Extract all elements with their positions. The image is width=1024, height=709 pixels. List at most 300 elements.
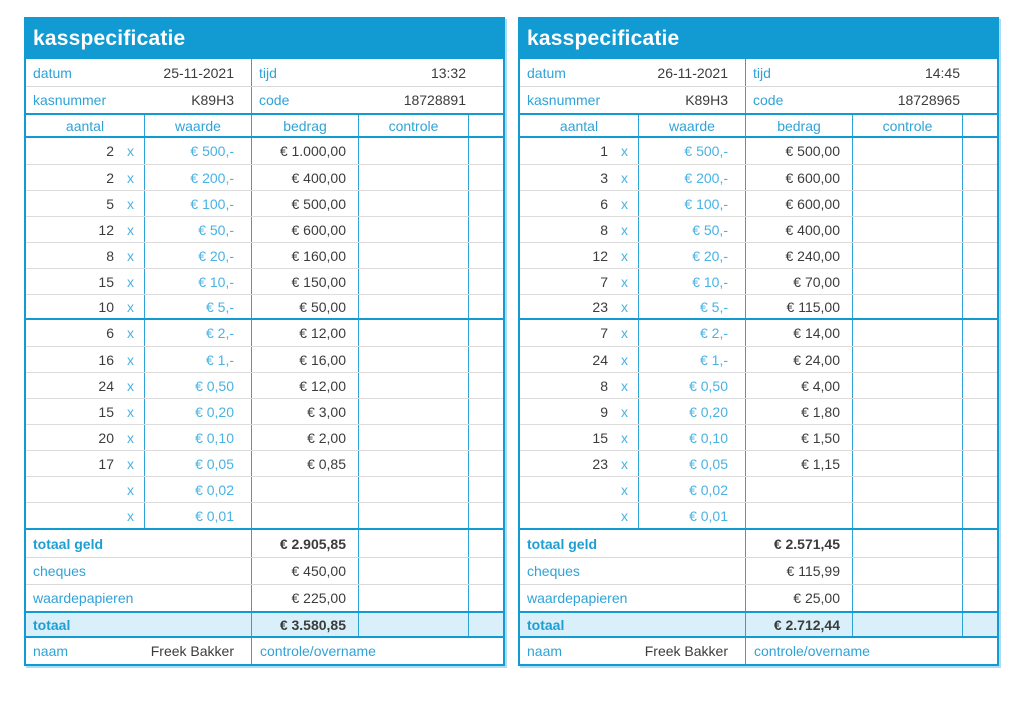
waardepapieren-row xyxy=(26,584,503,611)
waarde-value: € 500,- xyxy=(145,138,252,164)
extra-cell xyxy=(963,347,997,372)
naam-row xyxy=(520,638,997,664)
bedrag-value: € 150,00 xyxy=(252,269,359,294)
aantal-cell xyxy=(26,191,145,216)
waarde-value: € 0,10 xyxy=(639,425,746,450)
denomination-row xyxy=(520,372,997,398)
x-mark: x xyxy=(621,481,628,498)
aantal-value: 12 xyxy=(98,221,114,238)
aantal-cell xyxy=(26,165,145,190)
controle-cell xyxy=(853,425,963,450)
code-label: code xyxy=(753,92,784,108)
cheques-value: € 115,99 xyxy=(746,558,853,584)
waarde-value: € 0,01 xyxy=(145,503,252,528)
column-header-row xyxy=(26,113,503,138)
waardepapieren-controle-cell xyxy=(853,585,963,611)
extra-cell xyxy=(469,165,503,190)
aantal-cell xyxy=(520,425,639,450)
controle-cell xyxy=(359,138,469,164)
totaal-geld-controle-cell xyxy=(853,530,963,557)
bedrag-value: € 400,00 xyxy=(746,217,853,242)
column-header-row xyxy=(520,113,997,138)
extra-cell xyxy=(469,425,503,450)
waarde-column-header: waarde xyxy=(639,115,746,136)
cheques-row xyxy=(26,557,503,584)
totaal-geld-controle-cell xyxy=(359,530,469,557)
kasnummer-cell xyxy=(520,87,746,113)
bedrag-value: € 12,00 xyxy=(252,320,359,346)
extra-cell xyxy=(469,138,503,164)
aantal-cell xyxy=(26,295,145,318)
controle-cell xyxy=(359,217,469,242)
denomination-row xyxy=(26,164,503,190)
totaal-geld-value: € 2.571,45 xyxy=(746,530,853,557)
bedrag-value: € 0,85 xyxy=(252,451,359,476)
aantal-value: 23 xyxy=(592,455,608,472)
bedrag-value: € 1,15 xyxy=(746,451,853,476)
controle-cell xyxy=(359,451,469,476)
totaal-value: € 2.712,44 xyxy=(746,613,853,636)
denomination-row xyxy=(26,476,503,502)
aantal-cell xyxy=(26,399,145,424)
controle-cell xyxy=(359,295,469,318)
bedrag-value: € 115,00 xyxy=(746,295,853,318)
x-mark: x xyxy=(621,403,628,420)
totaal-geld-row xyxy=(520,530,997,557)
controle-cell xyxy=(359,373,469,398)
naam-label: naam xyxy=(33,643,69,659)
x-mark: x xyxy=(127,481,134,498)
aantal-cell xyxy=(520,217,639,242)
waarde-value: € 10,- xyxy=(145,269,252,294)
naam-value: Freek Bakker xyxy=(644,643,728,659)
aantal-cell xyxy=(26,320,145,346)
cheques-controle-cell xyxy=(359,558,469,584)
aantal-cell xyxy=(26,373,145,398)
controle-cell xyxy=(853,191,963,216)
aantal-cell xyxy=(26,451,145,476)
naam-cell xyxy=(520,638,746,664)
controle-cell xyxy=(853,165,963,190)
controle-cell xyxy=(359,425,469,450)
aantal-value: 15 xyxy=(98,403,114,420)
aantal-value: 2 xyxy=(106,143,114,159)
bedrag-value: € 70,00 xyxy=(746,269,853,294)
bedrag-value: € 14,00 xyxy=(746,320,853,346)
aantal-value: 2 xyxy=(106,169,114,186)
extra-cell xyxy=(469,373,503,398)
waarde-value: € 2,- xyxy=(145,320,252,346)
aantal-value: 24 xyxy=(98,377,114,394)
aantal-cell xyxy=(26,138,145,164)
datum-cell xyxy=(520,59,746,86)
aantal-cell xyxy=(520,191,639,216)
datum-tijd-row xyxy=(520,59,997,86)
controle-column-header: controle xyxy=(853,115,963,136)
form-title-bar xyxy=(520,19,997,59)
x-mark: x xyxy=(127,298,134,315)
aantal-cell xyxy=(520,347,639,372)
extra-cell xyxy=(963,269,997,294)
x-mark: x xyxy=(127,169,134,186)
x-mark: x xyxy=(621,247,628,264)
totaal-row xyxy=(26,611,503,638)
waarde-value: € 20,- xyxy=(639,243,746,268)
extra-cell xyxy=(469,347,503,372)
x-mark: x xyxy=(621,351,628,368)
aantal-column-header: aantal xyxy=(26,115,145,136)
totaal-value: € 3.580,85 xyxy=(252,613,359,636)
waarde-value: € 50,- xyxy=(639,217,746,242)
bedrag-value: € 600,00 xyxy=(746,191,853,216)
controle-cell xyxy=(853,243,963,268)
x-mark: x xyxy=(621,221,628,238)
aantal-cell xyxy=(520,320,639,346)
extra-cell xyxy=(963,425,997,450)
cheques-row xyxy=(520,557,997,584)
controle-cell xyxy=(359,320,469,346)
denomination-rows xyxy=(520,138,997,530)
kasnummer-label: kasnummer xyxy=(33,92,107,108)
code-value: 18728965 xyxy=(897,92,960,108)
kasnummer-value: K89H3 xyxy=(191,92,234,108)
totaal-label: totaal xyxy=(520,613,746,636)
datum-cell xyxy=(26,59,252,86)
waarde-value: € 10,- xyxy=(639,269,746,294)
x-mark: x xyxy=(127,195,134,212)
naam-cell xyxy=(26,638,252,664)
cheques-value: € 450,00 xyxy=(252,558,359,584)
x-mark: x xyxy=(127,429,134,446)
aantal-cell xyxy=(520,295,639,318)
aantal-cell xyxy=(26,477,145,502)
aantal-value: 20 xyxy=(98,429,114,446)
code-cell xyxy=(252,87,503,113)
bedrag-value: € 24,00 xyxy=(746,347,853,372)
cheques-label: cheques xyxy=(26,558,252,584)
aantal-cell xyxy=(520,138,639,164)
bedrag-value xyxy=(746,503,853,528)
code-label: code xyxy=(259,92,290,108)
extra-cell xyxy=(469,217,503,242)
tijd-value: 13:32 xyxy=(430,64,466,81)
x-mark: x xyxy=(621,507,628,524)
x-mark: x xyxy=(621,377,628,394)
form-title-bar xyxy=(26,19,503,59)
extra-cell xyxy=(469,269,503,294)
denomination-row xyxy=(26,450,503,476)
aantal-value: 8 xyxy=(600,221,608,238)
x-mark: x xyxy=(127,351,134,368)
denomination-row xyxy=(26,216,503,242)
controle-overname-cell xyxy=(252,638,503,664)
aantal-cell xyxy=(520,373,639,398)
bedrag-value: € 50,00 xyxy=(252,295,359,318)
x-mark: x xyxy=(127,403,134,420)
extra-column-header xyxy=(963,115,997,136)
aantal-value: 3 xyxy=(600,169,608,186)
waarde-value: € 1,- xyxy=(145,347,252,372)
extra-cell xyxy=(963,165,997,190)
aantal-cell xyxy=(26,347,145,372)
aantal-value: 6 xyxy=(600,195,608,212)
x-mark: x xyxy=(127,455,134,472)
controle-cell xyxy=(853,451,963,476)
waarde-value: € 200,- xyxy=(639,165,746,190)
aantal-value: 15 xyxy=(98,273,114,290)
extra-cell xyxy=(469,503,503,528)
denomination-row xyxy=(520,242,997,268)
aantal-column-header: aantal xyxy=(520,115,639,136)
waardepapieren-label: waardepapieren xyxy=(520,585,746,611)
aantal-value: 5 xyxy=(106,195,114,212)
waarde-value: € 0,02 xyxy=(145,477,252,502)
aantal-value: 6 xyxy=(106,325,114,341)
controle-overname-label: controle/overname xyxy=(260,643,376,659)
waarde-value: € 20,- xyxy=(145,243,252,268)
form-title: kasspecificatie xyxy=(33,27,186,50)
bedrag-value: € 2,00 xyxy=(252,425,359,450)
bedrag-value: € 12,00 xyxy=(252,373,359,398)
aantal-cell xyxy=(26,243,145,268)
bedrag-value: € 600,00 xyxy=(252,217,359,242)
extra-column-header xyxy=(469,115,503,136)
aantal-value: 17 xyxy=(98,455,114,472)
extra-cell xyxy=(469,477,503,502)
controle-cell xyxy=(853,503,963,528)
denomination-row xyxy=(520,216,997,242)
aantal-value: 10 xyxy=(98,298,114,315)
kasnummer-code-row xyxy=(520,86,997,113)
x-mark: x xyxy=(127,377,134,394)
aantal-cell xyxy=(520,477,639,502)
bedrag-value xyxy=(252,477,359,502)
totaal-controle-cell xyxy=(853,613,963,636)
extra-cell xyxy=(963,295,997,318)
form-title: kasspecificatie xyxy=(527,27,680,50)
cheques-label: cheques xyxy=(520,558,746,584)
totaal-geld-label: totaal geld xyxy=(520,530,746,557)
controle-cell xyxy=(853,295,963,318)
aantal-cell xyxy=(520,165,639,190)
x-mark: x xyxy=(127,273,134,290)
aantal-cell xyxy=(26,217,145,242)
denomination-row xyxy=(520,424,997,450)
x-mark: x xyxy=(621,195,628,212)
datum-label: datum xyxy=(527,64,566,81)
datum-value: 25-11-2021 xyxy=(163,64,234,81)
x-mark: x xyxy=(621,325,628,341)
totaal-row xyxy=(520,611,997,638)
tijd-value: 14:45 xyxy=(924,64,960,81)
extra-cell xyxy=(469,243,503,268)
extra-cell xyxy=(469,191,503,216)
controle-overname-label: controle/overname xyxy=(754,643,870,659)
bedrag-value: € 1,50 xyxy=(746,425,853,450)
waarde-value: € 2,- xyxy=(639,320,746,346)
x-mark: x xyxy=(621,143,628,159)
x-mark: x xyxy=(621,429,628,446)
controle-column-header: controle xyxy=(359,115,469,136)
denomination-row xyxy=(26,242,503,268)
totaal-label: totaal xyxy=(26,613,252,636)
extra-cell xyxy=(469,399,503,424)
extra-cell xyxy=(469,295,503,318)
code-cell xyxy=(746,87,997,113)
x-mark: x xyxy=(621,455,628,472)
controle-cell xyxy=(359,347,469,372)
kasnummer-value: K89H3 xyxy=(685,92,728,108)
denomination-row xyxy=(520,320,997,346)
waarde-value: € 5,- xyxy=(145,295,252,318)
extra-cell xyxy=(963,373,997,398)
extra-cell xyxy=(963,320,997,346)
denomination-rows xyxy=(26,138,503,530)
controle-cell xyxy=(359,165,469,190)
x-mark: x xyxy=(621,273,628,290)
controle-overname-cell xyxy=(746,638,997,664)
denomination-row xyxy=(520,398,997,424)
aantal-cell xyxy=(26,269,145,294)
bedrag-value: € 240,00 xyxy=(746,243,853,268)
naam-label: naam xyxy=(527,643,563,659)
waarde-value: € 0,05 xyxy=(639,451,746,476)
kasnummer-label: kasnummer xyxy=(527,92,601,108)
waardepapieren-label: waardepapieren xyxy=(26,585,252,611)
controle-cell xyxy=(853,320,963,346)
waarde-value: € 0,02 xyxy=(639,477,746,502)
bedrag-value: € 4,00 xyxy=(746,373,853,398)
waarde-value: € 200,- xyxy=(145,165,252,190)
waarde-value: € 0,20 xyxy=(639,399,746,424)
waarde-value: € 5,- xyxy=(639,295,746,318)
bedrag-column-header: bedrag xyxy=(746,115,853,136)
controle-cell xyxy=(853,217,963,242)
cheques-controle-cell xyxy=(853,558,963,584)
aantal-value: 1 xyxy=(600,143,608,159)
datum-value: 26-11-2021 xyxy=(657,64,728,81)
tijd-label: tijd xyxy=(753,64,771,81)
denomination-row xyxy=(26,138,503,164)
extra-cell xyxy=(469,320,503,346)
controle-cell xyxy=(853,138,963,164)
tijd-cell xyxy=(746,59,997,86)
aantal-cell xyxy=(520,269,639,294)
tijd-label: tijd xyxy=(259,64,277,81)
controle-cell xyxy=(853,477,963,502)
naam-value: Freek Bakker xyxy=(150,643,234,659)
controle-cell xyxy=(853,347,963,372)
controle-cell xyxy=(359,503,469,528)
aantal-value: 16 xyxy=(98,351,114,368)
bedrag-column-header: bedrag xyxy=(252,115,359,136)
aantal-value: 12 xyxy=(592,247,608,264)
extra-cell xyxy=(963,138,997,164)
extra-cell xyxy=(963,477,997,502)
bedrag-value: € 1,80 xyxy=(746,399,853,424)
denomination-row xyxy=(520,450,997,476)
aantal-value: 7 xyxy=(600,325,608,341)
aantal-cell xyxy=(520,451,639,476)
controle-cell xyxy=(853,399,963,424)
totaal-geld-label: totaal geld xyxy=(26,530,252,557)
waarde-value: € 0,10 xyxy=(145,425,252,450)
controle-cell xyxy=(359,269,469,294)
waarde-value: € 1,- xyxy=(639,347,746,372)
aantal-value: 7 xyxy=(600,273,608,290)
bedrag-value: € 500,00 xyxy=(252,191,359,216)
aantal-value: 8 xyxy=(600,377,608,394)
extra-cell xyxy=(963,243,997,268)
waarde-value: € 0,50 xyxy=(639,373,746,398)
aantal-value: 15 xyxy=(592,429,608,446)
aantal-value: 9 xyxy=(600,403,608,420)
extra-cell xyxy=(963,503,997,528)
denomination-row xyxy=(26,502,503,528)
controle-cell xyxy=(359,399,469,424)
denomination-row xyxy=(26,294,503,320)
bedrag-value: € 3,00 xyxy=(252,399,359,424)
aantal-value: 24 xyxy=(592,351,608,368)
kasspecificatie-form xyxy=(518,17,999,666)
denomination-row xyxy=(26,268,503,294)
waarde-value: € 0,20 xyxy=(145,399,252,424)
x-mark: x xyxy=(127,247,134,264)
totaal-controle-cell xyxy=(359,613,469,636)
x-mark: x xyxy=(621,169,628,186)
bedrag-value: € 160,00 xyxy=(252,243,359,268)
waarde-value: € 100,- xyxy=(639,191,746,216)
denomination-row xyxy=(26,346,503,372)
controle-cell xyxy=(359,477,469,502)
naam-row xyxy=(26,638,503,664)
x-mark: x xyxy=(621,298,628,315)
bedrag-value: € 600,00 xyxy=(746,165,853,190)
bedrag-value xyxy=(746,477,853,502)
x-mark: x xyxy=(127,143,134,159)
waardepapieren-value: € 225,00 xyxy=(252,585,359,611)
bedrag-value: € 16,00 xyxy=(252,347,359,372)
bedrag-value: € 500,00 xyxy=(746,138,853,164)
controle-cell xyxy=(853,373,963,398)
denomination-row xyxy=(26,398,503,424)
denomination-row xyxy=(520,164,997,190)
denomination-row xyxy=(26,320,503,346)
aantal-cell xyxy=(520,399,639,424)
waarde-value: € 0,05 xyxy=(145,451,252,476)
denomination-row xyxy=(520,502,997,528)
aantal-cell xyxy=(26,425,145,450)
controle-cell xyxy=(359,191,469,216)
bedrag-value: € 1.000,00 xyxy=(252,138,359,164)
denomination-row xyxy=(520,346,997,372)
waarde-value: € 0,50 xyxy=(145,373,252,398)
denomination-row xyxy=(26,372,503,398)
denomination-row xyxy=(520,476,997,502)
waardepapieren-row xyxy=(520,584,997,611)
bedrag-value: € 400,00 xyxy=(252,165,359,190)
aantal-cell xyxy=(26,503,145,528)
waarde-value: € 0,01 xyxy=(639,503,746,528)
denomination-row xyxy=(520,268,997,294)
extra-cell xyxy=(963,191,997,216)
kasspecificatie-form xyxy=(24,17,505,666)
code-value: 18728891 xyxy=(403,92,466,108)
x-mark: x xyxy=(127,325,134,341)
kasnummer-cell xyxy=(26,87,252,113)
aantal-value: 23 xyxy=(592,298,608,315)
waardepapieren-controle-cell xyxy=(359,585,469,611)
